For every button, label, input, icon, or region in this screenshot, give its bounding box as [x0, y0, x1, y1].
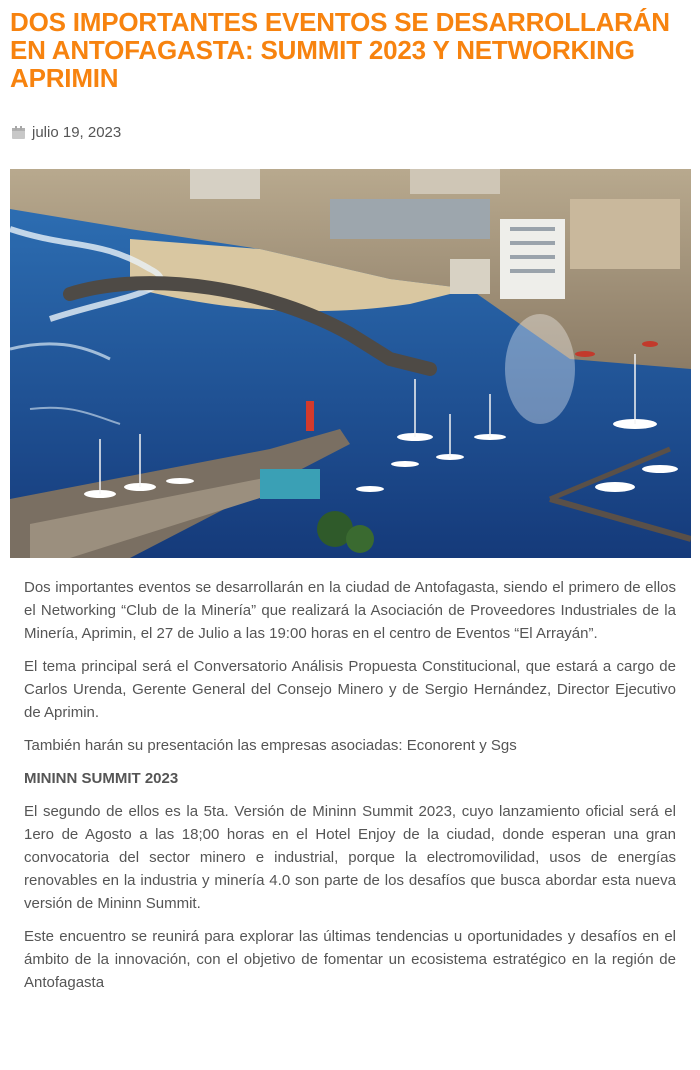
- article-title: DOS IMPORTANTES EVENTOS SE DESARROLLARÁN EN ANTOFAGASTA: SUMMIT 2023 Y NETWORKING APRIMIN: [10, 7, 670, 93]
- article-meta: [11, 122, 121, 142]
- paragraph-2: El tema principal será el Conversatorio Análisis Propuesta Constitucional, que estará a cargo de Carlos Urenda, Gerente General del Consejo Minero y de Sergio Hernández, Director Ejecutivo de Aprimin.: [24, 658, 676, 721]
- paragraph-3: También harán su presentación las empresas asociadas: Econorent y Sgs: [24, 737, 517, 754]
- article-date: julio 19, 2023: [32, 123, 122, 141]
- antofagasta-harbor-photo: [10, 169, 691, 558]
- paragraph-1: Dos importantes eventos se desarrollarán en la ciudad de Antofagasta, siendo el primero de ellos el Networking “Club de la Minería” que realizará la Asociación de Proveedores Industriales de la Minería, Aprimin, el 27 de Julio a las 19:00 horas en el centro de Eventos “El Arrayán”.: [24, 579, 676, 642]
- calendar-icon: [11, 125, 26, 140]
- section-heading: MININN SUMMIT 2023: [24, 770, 179, 787]
- article-body: [24, 576, 676, 1004]
- paragraph-5: Este encuentro se reunirá para explorar las últimas tendencias u oportunidades y desafíos en el ámbito de la innovación, con el objetivo de fomentar un ecosistema estratégico en la región de Antofagasta: [24, 928, 676, 991]
- paragraph-4: El segundo de ellos es la 5ta. Versión de Mininn Summit 2023, cuyo lanzamiento oficial será el 1ero de Agosto a las 18;00 horas en el Hotel Enjoy de la ciudad, donde esperan una gran convocatoria del sector minero e industrial, porque la electromovilidad, usos de energías renovables en la industria y minería 4.0 son parte de los desafíos que busca abordar esta nueva versión de Mininn Summit.: [24, 803, 676, 912]
